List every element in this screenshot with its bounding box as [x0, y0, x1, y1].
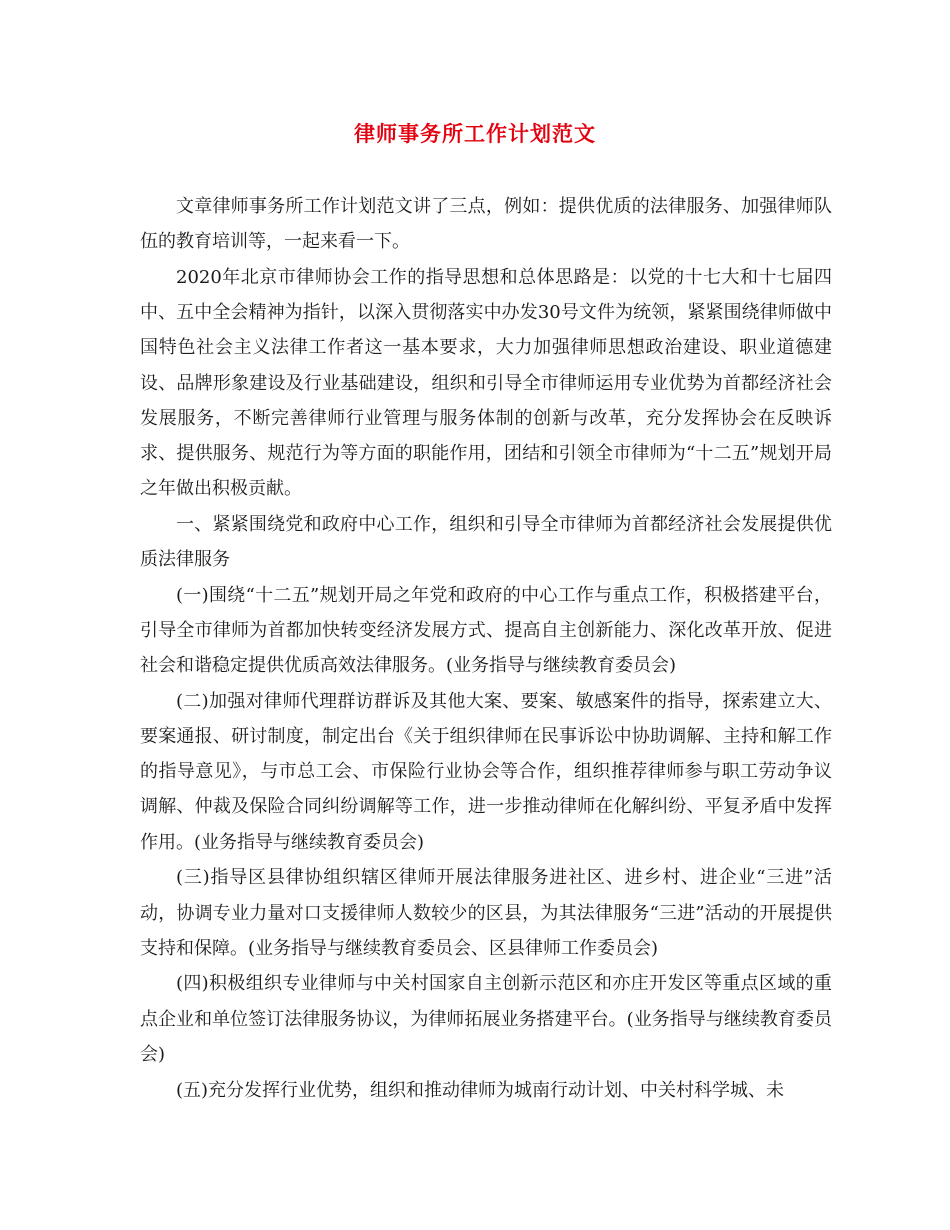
paragraph-item-1: (一)围绕“十二五”规划开局之年党和政府的中心工作与重点工作，积极搭建平台，引导全市律师为首都加快转变经济发展方式、提高自主创新能力、深化改革开放、促进社会和谐稳定提供优质高效法律服务。(业务指导与继续教育委员会) [140, 584, 832, 677]
paragraph-guiding-thought: 2020年北京市律师协会工作的指导思想和总体思路是：以党的十七大和十七届四中、五中全会精神为指针，以深入贯彻落实中办发30号文件为统领，紧紧围绕律师做中国特色社会主义法律工作者这一基本要求，大力加强律师思想政治建设、职业道德建设、品牌形象建设及行业基础建设，组织和引导全市律师运用专业优势为首都经济社会发展服务，不断完善律师行业管理与服务体制的创新与改革，充分发挥协会在反映诉求、提供服务、规范行为等方面的职能作用，团结和引领全市律师为“十二五”规划开局之年做出积极贡献。 [140, 266, 832, 500]
document-title: 律师事务所工作计划范文 [354, 121, 596, 146]
paragraph-item-3: (三)指导区县律协组织辖区律师开展法律服务进社区、进乡村、进企业“三进”活动，协调专业力量对口支援律师人数较少的区县，为其法律服务“三进”活动的开展提供支持和保障。(业务指导与继续教育委员会、区县律师工作委员会) [140, 867, 832, 959]
paragraph-intro: 文章律师事务所工作计划范文讲了三点，例如：提供优质的法律服务、加强律师队伍的教育培训等，一起来看一下。 [140, 196, 832, 253]
section-heading-1: 一、紧紧围绕党和政府中心工作，组织和引导全市律师为首都经济社会发展提供优质法律服务 [140, 513, 832, 571]
paragraph-item-4: (四)积极组织专业律师与中关村国家自主创新示范区和亦庄开发区等重点区域的重点企业和单位签订法律服务协议，为律师拓展业务搭建平台。(业务指导与继续教育委员会) [140, 973, 832, 1065]
paragraph-item-2: (二)加强对律师代理群访群诉及其他大案、要案、敏感案件的指导，探索建立大、要案通报、研讨制度，制定出台《关于组织律师在民事诉讼中协助调解、主持和解工作的指导意见》，与市总工会、市保险行业协会等合作，组织推荐律师参与职工劳动争议调解、仲裁及保险合同纠纷调解等工作，进一步推动律师在化解纠纷、平复矛盾中发挥作用。(业务指导与继续教育委员会) [140, 690, 832, 853]
document-body [140, 189, 832, 1108]
paragraph-item-5: (五)充分发挥行业优势，组织和推动律师为城南行动计划、中关村科学城、未 [176, 1079, 785, 1101]
